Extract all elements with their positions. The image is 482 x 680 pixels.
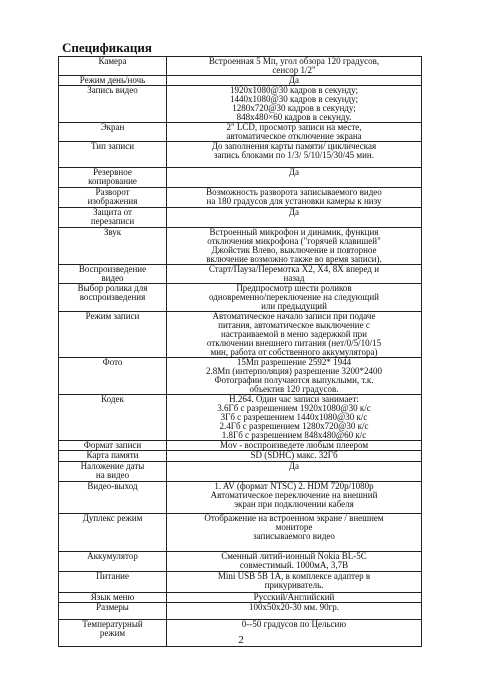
spec-value: 15Мп разрешение 2592* 1944 2.8Мп (интерполяция) разрешение 3200*2400 Фотографии получаются выпуклыми, т.к. объектив 120 градусов. — [167, 358, 422, 395]
spec-row — [59, 86, 422, 123]
spec-row — [59, 312, 422, 358]
spec-value: Встроенный микрофон и динамик, функция отключения микрофона ("горячей клавишей" Джойстик Влево, выключение и повторное включение возможно также во время записи). — [167, 228, 422, 265]
spec-label: Дуплекс режим — [59, 514, 167, 552]
spec-label: Запись видео — [59, 86, 167, 123]
spec-value: 1920x1080@30 кадров в секунду; 1440x1080@30 кадров в секунду; 1280x720@30 кадров в секунду; 848x480×60 кадров в секунду. — [167, 86, 422, 123]
spec-row — [59, 76, 422, 86]
spec-table — [58, 56, 422, 647]
spec-value: 1. AV (формат NTSC) 2. HDM 720р/1080р Автоматическое переключение на внешний экран при подключении кабеля — [167, 482, 422, 514]
spec-row — [59, 208, 422, 228]
spec-value: Да — [167, 76, 422, 86]
spec-value: Старт/Пауза/Перемотка X2, X4, 8X вперед и назад — [167, 265, 422, 284]
spec-row — [59, 228, 422, 265]
spec-value: Предпросмотр шести роликов одновременно/переключение на следующий или предыдущий — [167, 284, 422, 312]
spec-label: Язык меню — [59, 593, 167, 603]
spec-label: Аккумулятор — [59, 552, 167, 572]
spec-label: Наложение даты на видео — [59, 462, 167, 482]
spec-label: Формат записи — [59, 441, 167, 451]
spec-value: 100x50x20-30 мм. 90гр. — [167, 603, 422, 620]
spec-row — [59, 168, 422, 188]
spec-label: Температурный режим — [59, 620, 167, 647]
spec-value: Автоматическое начало записи при подаче питания, автоматическое выключение с настраиваемой в меню задержкой при отключении внешнего питания (нет/0/5/10/15 мин, работа от собственного аккумулятора) — [167, 312, 422, 358]
spec-label: Воспроизведение видео — [59, 265, 167, 284]
spec-label: Разворот изображения — [59, 188, 167, 208]
spec-value: Mini USB 5В 1А, в комплексе адаптер в прикуриватель. — [167, 572, 422, 593]
spec-row — [59, 395, 422, 441]
spec-row — [59, 358, 422, 395]
spec-row — [59, 451, 422, 462]
page-number: 2 — [238, 634, 244, 646]
spec-value: H.264. Один час записи занимает: 3.6Гб с разрешением 1920x1080@30 к/с 3Гб с разрешением 1440x1080@30 к/с 2.4Гб с разрешением 1280x720@30 к/с 1.8Гб с разрешением 848x480@60 к/с — [167, 395, 422, 441]
spec-label: Режим день/ночь — [59, 76, 167, 86]
spec-row — [59, 188, 422, 208]
spec-label: Экран — [59, 123, 167, 142]
spec-label: Режим записи — [59, 312, 167, 358]
spec-value: Отображение на встроенном экране / внешнем мониторе записываемого видео — [167, 514, 422, 552]
spec-row — [59, 462, 422, 482]
spec-row — [59, 265, 422, 284]
spec-value: Встроенная 5 Мп, угол обзора 120 градусов, сенсор 1/2" — [167, 57, 422, 76]
spec-label: Резервное копирование — [59, 168, 167, 188]
spec-row — [59, 142, 422, 168]
spec-label: Защита от перезаписи — [59, 208, 167, 228]
spec-label: Камера — [59, 57, 167, 76]
spec-row — [59, 123, 422, 142]
spec-row — [59, 57, 422, 76]
spec-row — [59, 593, 422, 603]
spec-label: Выбор ролика для воспроизведения — [59, 284, 167, 312]
spec-label: Звук — [59, 228, 167, 265]
spec-value: Да — [167, 168, 422, 188]
spec-label: Карта памяти — [59, 451, 167, 462]
spec-value: 2" LCD, просмотр записи на месте, автоматическое отключение экрана — [167, 123, 422, 142]
spec-label: Размеры — [59, 603, 167, 620]
spec-value: 0--50 градусов по Цельсию — [167, 620, 422, 647]
spec-value: Возможность разворота записываемого видео на 180 градусов для установки камеры к низу — [167, 188, 422, 208]
spec-label: Кодек — [59, 395, 167, 441]
spec-label: Питание — [59, 572, 167, 593]
spec-row — [59, 603, 422, 620]
spec-value: До заполнения карты памяти/ циклическая запись блоками по 1/3/ 5/10/15/30/45 мин. — [167, 142, 422, 168]
spec-row — [59, 284, 422, 312]
spec-value: Mov - воспроизведете любым плеером — [167, 441, 422, 451]
spec-value: SD (SDHC) макс. 32Гб — [167, 451, 422, 462]
spec-row — [59, 572, 422, 593]
spec-value: Да — [167, 208, 422, 228]
spec-row — [59, 441, 422, 451]
spec-title: Спецификация — [62, 40, 152, 55]
spec-value: Русский/Английский — [167, 593, 422, 603]
spec-row — [59, 514, 422, 552]
spec-label: Видео-выход — [59, 482, 167, 514]
spec-label: Тип записи — [59, 142, 167, 168]
spec-row — [59, 552, 422, 572]
spec-value: Сменный литий-ионный Nokia BL-5C совместимый. 1000мА, 3,7В — [167, 552, 422, 572]
spec-row — [59, 482, 422, 514]
spec-value: Да — [167, 462, 422, 482]
spec-label: Фото — [59, 358, 167, 395]
